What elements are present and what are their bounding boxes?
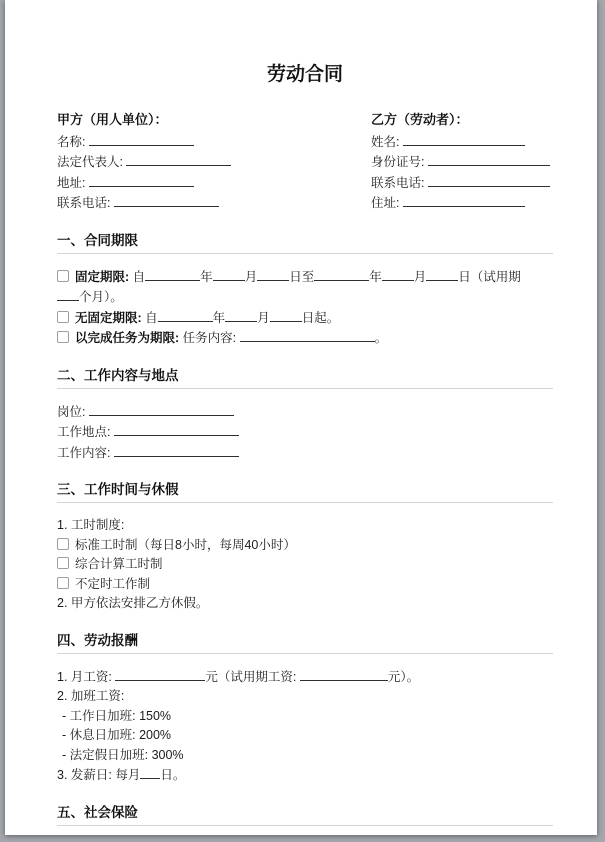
field-row-worker-name [371, 132, 553, 153]
text-run: 自 [145, 310, 158, 325]
field-row-work-location [57, 422, 553, 443]
field-row-company-name [57, 132, 371, 153]
field-row-residence [371, 193, 553, 214]
section-heading: 一、合同期限 [57, 234, 553, 254]
section-social-insurance [57, 806, 553, 826]
leave-clause: 2. 甲方依法安排乙方休假。 [57, 596, 209, 610]
overtime-title: 2. 加班工资: [57, 689, 125, 703]
parties-block [57, 110, 553, 214]
blank-line [270, 308, 302, 322]
party-a-block [57, 110, 371, 214]
section-body [57, 667, 553, 786]
work-hour-system-title: 1. 工时制度: [57, 518, 125, 532]
section-working-hours-leave [57, 483, 553, 614]
text-run: 任务内容: [182, 331, 237, 345]
field-row-legal-representative [57, 152, 371, 173]
fixed-term-label: 固定期限: [75, 269, 130, 284]
text-run: 年 [200, 269, 213, 284]
field-label: 名称: [57, 134, 86, 149]
blank-line [114, 443, 239, 457]
section-body [57, 516, 553, 614]
blank-line [115, 667, 205, 681]
overtime-holiday: - 法定假日加班: 300% [62, 747, 184, 762]
blank-line [403, 193, 525, 207]
field-label: 身份证号: [371, 155, 425, 169]
checkbox-standard-hours[interactable] [57, 538, 69, 550]
text-run: 日至 [289, 269, 315, 284]
blank-line [257, 267, 289, 281]
option-label: 不定时工作制 [75, 576, 151, 591]
party-a-heading: 甲方（用人单位）： [57, 112, 168, 127]
field-row-address [57, 173, 371, 194]
overtime-rest-day: - 休息日加班: 200% [62, 728, 172, 742]
party-b-block [371, 110, 553, 214]
blank-line [57, 287, 79, 301]
field-label: 联系电话: [371, 175, 425, 190]
blank-line [114, 422, 239, 436]
text-run: 3. 发薪日: 每月 [57, 768, 141, 782]
blank-line [213, 267, 245, 281]
text-run: 年 [212, 310, 226, 325]
text-run: 月 [244, 269, 258, 284]
open-ended-term-line [57, 308, 553, 329]
checkbox-comprehensive-hours[interactable] [57, 557, 69, 569]
option-comprehensive-hours [57, 555, 553, 575]
section-heading: 四、劳动报酬 [57, 634, 553, 654]
blank-line [158, 308, 213, 322]
option-label: 综合计算工时制 [75, 557, 163, 571]
party-b-heading: 乙方（劳动者）： [371, 112, 469, 127]
open-ended-term-label: 无固定期限: [75, 310, 142, 325]
text-run: 。 [374, 331, 388, 345]
checkbox-fixed-term[interactable] [57, 270, 69, 282]
text-run: 年 [369, 269, 382, 284]
text-run: 月 [257, 310, 270, 325]
blank-line [114, 193, 219, 207]
field-label: 工作地点: [57, 425, 111, 439]
text-run: 1. 月工资: [57, 669, 112, 684]
contract-document-page [5, 0, 597, 835]
blank-line [89, 402, 234, 416]
checkbox-open-ended-term[interactable] [57, 311, 69, 323]
blank-line [126, 152, 231, 166]
blank-line [89, 173, 194, 187]
blank-line [140, 765, 160, 779]
field-label: 住址: [371, 196, 400, 210]
fixed-term-line [57, 267, 553, 288]
option-standard-hours [57, 536, 553, 556]
field-label: 岗位: [57, 404, 86, 419]
option-label: 标准工时制（每日8小时，每周40小时） [75, 537, 296, 552]
text-run: 元）。 [387, 669, 420, 684]
overtime-weekday: - 工作日加班: 150% [62, 708, 172, 723]
fixed-term-line-2 [57, 287, 553, 308]
blank-line [403, 132, 525, 146]
blank-line [89, 132, 194, 146]
checkbox-flexible-hours[interactable] [57, 577, 69, 589]
field-row-phone-a [57, 193, 371, 214]
blank-line [428, 152, 550, 166]
text-run: 自 [132, 269, 146, 284]
text-run: 日（试用期 [458, 269, 521, 284]
text-run: 月 [413, 269, 427, 284]
field-label: 地址: [57, 175, 86, 190]
task-term-line [57, 328, 553, 349]
blank-line [240, 328, 375, 342]
section-heading: 五、社会保险 [57, 806, 553, 826]
section-compensation [57, 634, 553, 786]
field-label: 联系电话: [57, 196, 111, 210]
blank-line [426, 267, 458, 281]
text-run: 日。 [160, 768, 186, 782]
document-title: 劳动合同 [266, 64, 343, 85]
blank-line [225, 308, 257, 322]
blank-line [145, 267, 200, 281]
blank-line [314, 267, 369, 281]
section-work-content-location [57, 369, 553, 464]
blank-line [382, 267, 414, 281]
monthly-salary-line [57, 667, 553, 688]
field-row-id-number [371, 152, 553, 173]
section-body [57, 402, 553, 464]
field-label: 法定代表人: [57, 155, 123, 169]
field-row-phone-b [371, 173, 553, 194]
text-run: 元（试用期工资: [205, 669, 297, 684]
section-body [57, 267, 553, 349]
field-row-position [57, 402, 553, 423]
text-run: 日起。 [301, 310, 340, 325]
field-label: 姓名: [371, 134, 400, 149]
section-heading: 三、工作时间与休假 [57, 483, 553, 503]
section-contract-term [57, 234, 553, 349]
option-flexible-hours [57, 575, 553, 595]
field-row-work-content [57, 443, 553, 464]
field-label: 工作内容: [57, 445, 111, 460]
blank-line [300, 667, 388, 681]
checkbox-task-term[interactable] [57, 331, 69, 343]
text-run: 个月）。 [79, 290, 123, 304]
task-term-label: 以完成任务为期限: [75, 331, 180, 345]
section-heading: 二、工作内容与地点 [57, 369, 553, 389]
blank-line [428, 173, 550, 187]
payday-line [57, 765, 553, 786]
